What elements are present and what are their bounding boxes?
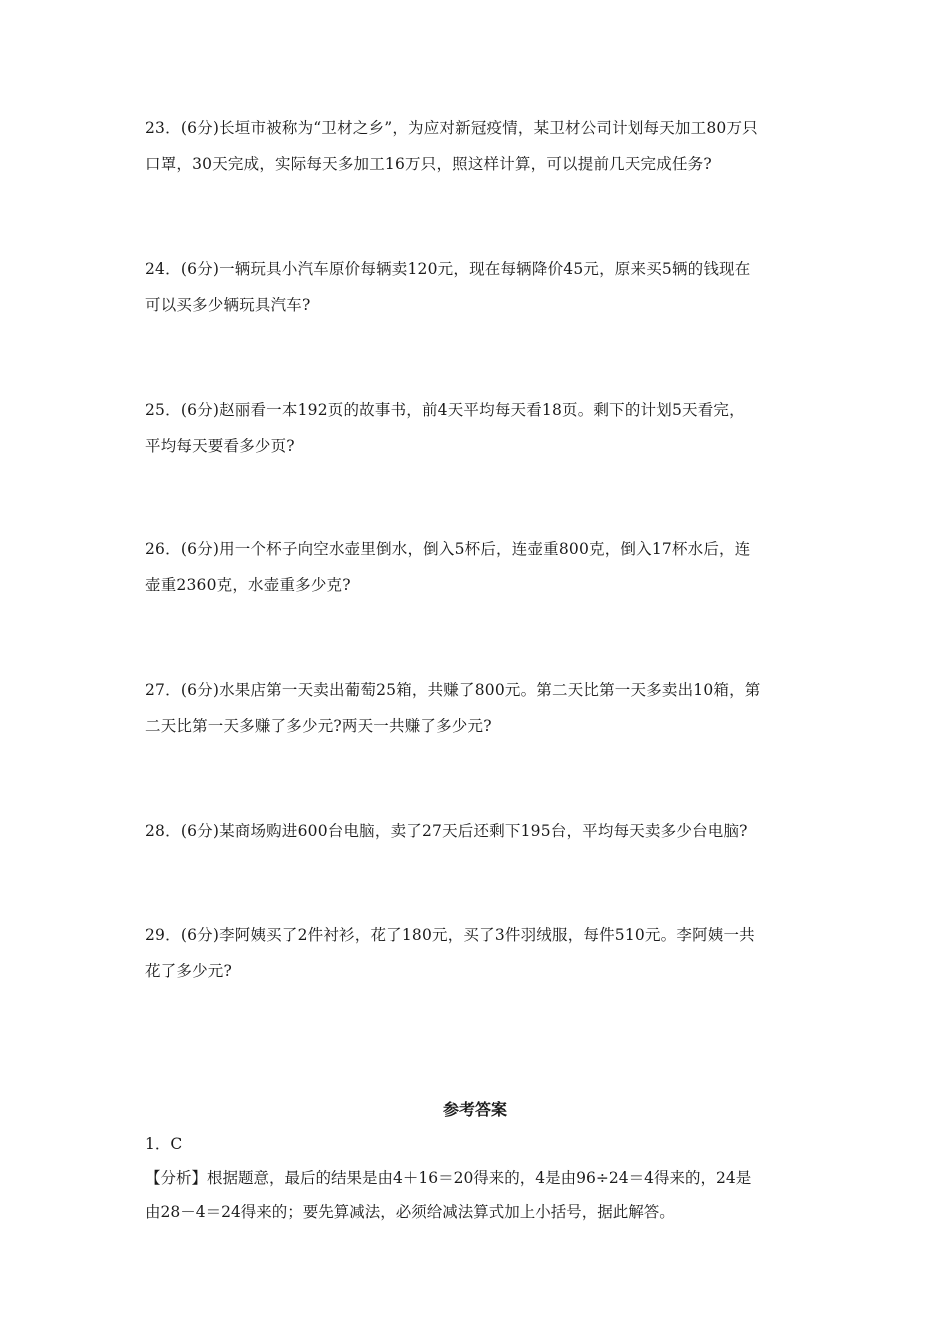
question-line: 24．(6分)一辆玩具小汽车原价每辆卖120元，现在每辆降价45元，原来买5辆的钱现在 <box>145 260 751 278</box>
analysis-line: 由28－4＝24得来的；要先算减法，必须给减法算式加上小括号，据此解答。 <box>145 1203 675 1221</box>
question-28 <box>145 813 810 849</box>
question-29 <box>145 917 810 989</box>
question-line: 二天比第一天多赚了多少元?两天一共赚了多少元? <box>145 717 492 735</box>
question-line: 花了多少元? <box>145 962 233 980</box>
answer-choice: 1．C <box>145 1135 183 1153</box>
question-line: 口罩，30天完成，实际每天多加工16万只，照这样计算，可以提前几天完成任务? <box>145 155 712 173</box>
question-line: 27．(6分)水果店第一天卖出葡萄25箱，共赚了800元。第二天比第一天多卖出10箱，第 <box>145 681 761 699</box>
answer-1 <box>145 1127 810 1229</box>
question-line: 可以买多少辆玩具汽车? <box>145 296 311 314</box>
question-25 <box>145 392 810 464</box>
question-line: 平均每天要看多少页? <box>145 437 295 455</box>
question-line: 壶重2360克，水壶重多少克? <box>145 576 351 594</box>
question-line: 28．(6分)某商场购进600台电脑，卖了27天后还剩下195台，平均每天卖多少台电脑? <box>145 822 748 840</box>
answers-title: 参考答案 <box>442 1100 507 1119</box>
question-26 <box>145 531 810 603</box>
question-line: 29．(6分)李阿姨买了2件衬衫，花了180元，买了3件羽绒服，每件510元。李阿姨一共 <box>145 926 755 944</box>
question-line: 23．(6分)长垣市被称为“卫材之乡”，为应对新冠疫情，某卫材公司计划每天加工80万只 <box>145 119 758 137</box>
question-27 <box>145 672 810 744</box>
question-23 <box>145 110 810 182</box>
question-line: 25．(6分)赵丽看一本192页的故事书，前4天平均每天看18页。剩下的计划5天看完， <box>145 401 745 419</box>
question-line: 26．(6分)用一个杯子向空水壶里倒水，倒入5杯后，连壶重800克，倒入17杯水后，连 <box>145 540 751 558</box>
question-24 <box>145 251 810 323</box>
analysis-line: 【分析】根据题意，最后的结果是由4＋16＝20得来的，4是由96÷24＝4得来的，24是 <box>145 1169 752 1187</box>
